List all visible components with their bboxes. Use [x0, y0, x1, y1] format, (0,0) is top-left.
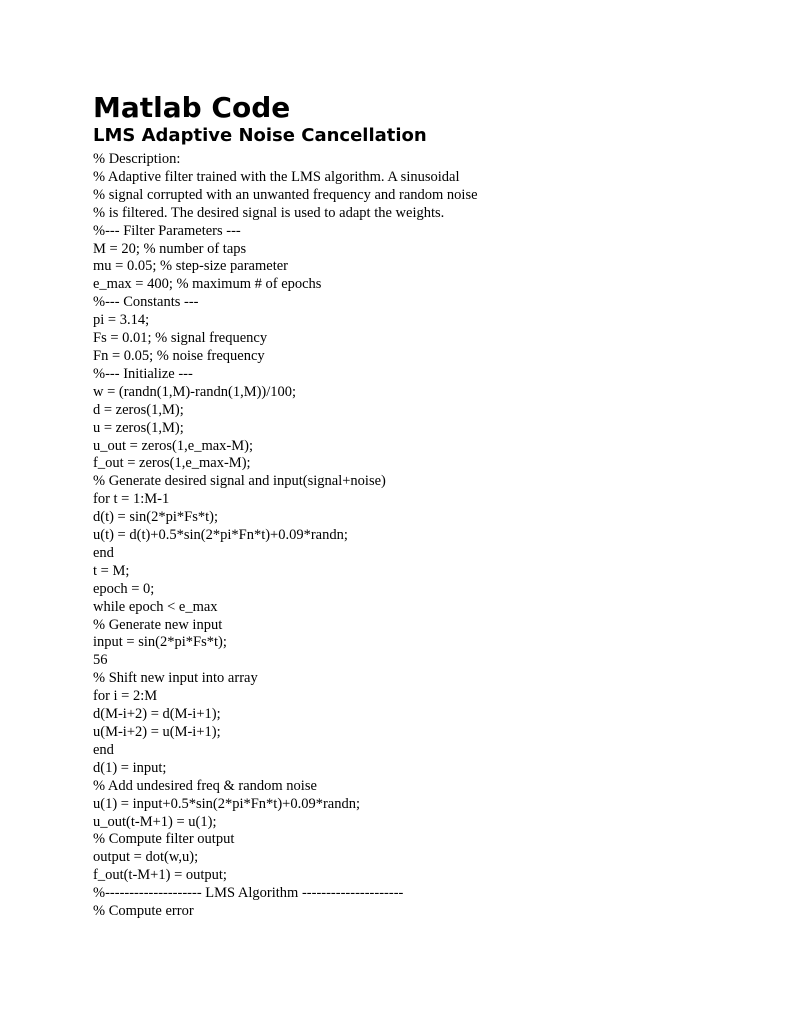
code-line: %--- Constants ---: [93, 294, 199, 311]
code-line: f_out = zeros(1,e_max-M);: [93, 455, 251, 472]
code-line: f_out(t-M+1) = output;: [93, 867, 227, 884]
code-line: M = 20; % number of taps: [93, 240, 247, 257]
code-line: % Adaptive filter trained with the LMS algorithm. A sinusoidal: [93, 168, 460, 185]
document-page: [93, 92, 753, 921]
code-line: d(t) = sin(2*pi*Fs*t);: [93, 509, 218, 526]
code-line: u_out = zeros(1,e_max-M);: [93, 437, 253, 454]
code-line: %-------------------- LMS Algorithm ---------------------: [93, 885, 404, 902]
code-line: pi = 3.14;: [93, 312, 150, 329]
code-listing: [93, 151, 753, 921]
code-line: %--- Initialize ---: [93, 365, 193, 382]
code-line: % Generate new input: [93, 616, 223, 633]
code-line: % Add undesired freq & random noise: [93, 777, 317, 794]
code-line: e_max = 400; % maximum # of epochs: [93, 276, 322, 293]
code-line: t = M;: [93, 562, 130, 579]
code-line: u = zeros(1,M);: [93, 419, 184, 436]
code-line: input = sin(2*pi*Fs*t);: [93, 634, 227, 651]
code-line: u_out(t-M+1) = u(1);: [93, 813, 217, 830]
code-line: while epoch < e_max: [93, 598, 218, 615]
code-line: 56: [93, 652, 108, 669]
code-line: % Compute filter output: [93, 831, 235, 848]
code-line: %--- Filter Parameters ---: [93, 222, 241, 239]
code-line: Fs = 0.01; % signal frequency: [93, 330, 268, 347]
code-line: end: [93, 741, 114, 758]
code-line: d(M-i+2) = d(M-i+1);: [93, 706, 221, 723]
code-line: for t = 1:M-1: [93, 491, 170, 508]
code-line: % is filtered. The desired signal is used to adapt the weights.: [93, 204, 445, 221]
code-line: % Compute error: [93, 903, 194, 920]
code-line: w = (randn(1,M)-randn(1,M))/100;: [93, 383, 297, 400]
code-line: % Generate desired signal and input(signal+noise): [93, 473, 386, 490]
code-line: % Description:: [93, 151, 181, 167]
code-line: d = zeros(1,M);: [93, 401, 184, 418]
code-line: epoch = 0;: [93, 580, 155, 597]
code-line: d(1) = input;: [93, 759, 167, 776]
code-line: u(t) = d(t)+0.5*sin(2*pi*Fn*t)+0.09*randn;: [93, 527, 348, 544]
code-line: for i = 2:M: [93, 688, 158, 705]
code-line: output = dot(w,u);: [93, 849, 199, 866]
code-line: mu = 0.05; % step-size parameter: [93, 258, 288, 275]
code-line: u(1) = input+0.5*sin(2*pi*Fn*t)+0.09*randn;: [93, 795, 360, 812]
code-line: Fn = 0.05; % noise frequency: [93, 347, 265, 364]
code-line: u(M-i+2) = u(M-i+1);: [93, 724, 221, 740]
code-line: % signal corrupted with an unwanted frequency and random noise: [93, 186, 478, 203]
code-line: end: [93, 544, 114, 561]
page-subtitle: LMS Adaptive Noise Cancellation: [93, 125, 427, 146]
code-line: % Shift new input into array: [93, 670, 258, 687]
page-title: Matlab Code: [93, 91, 291, 124]
